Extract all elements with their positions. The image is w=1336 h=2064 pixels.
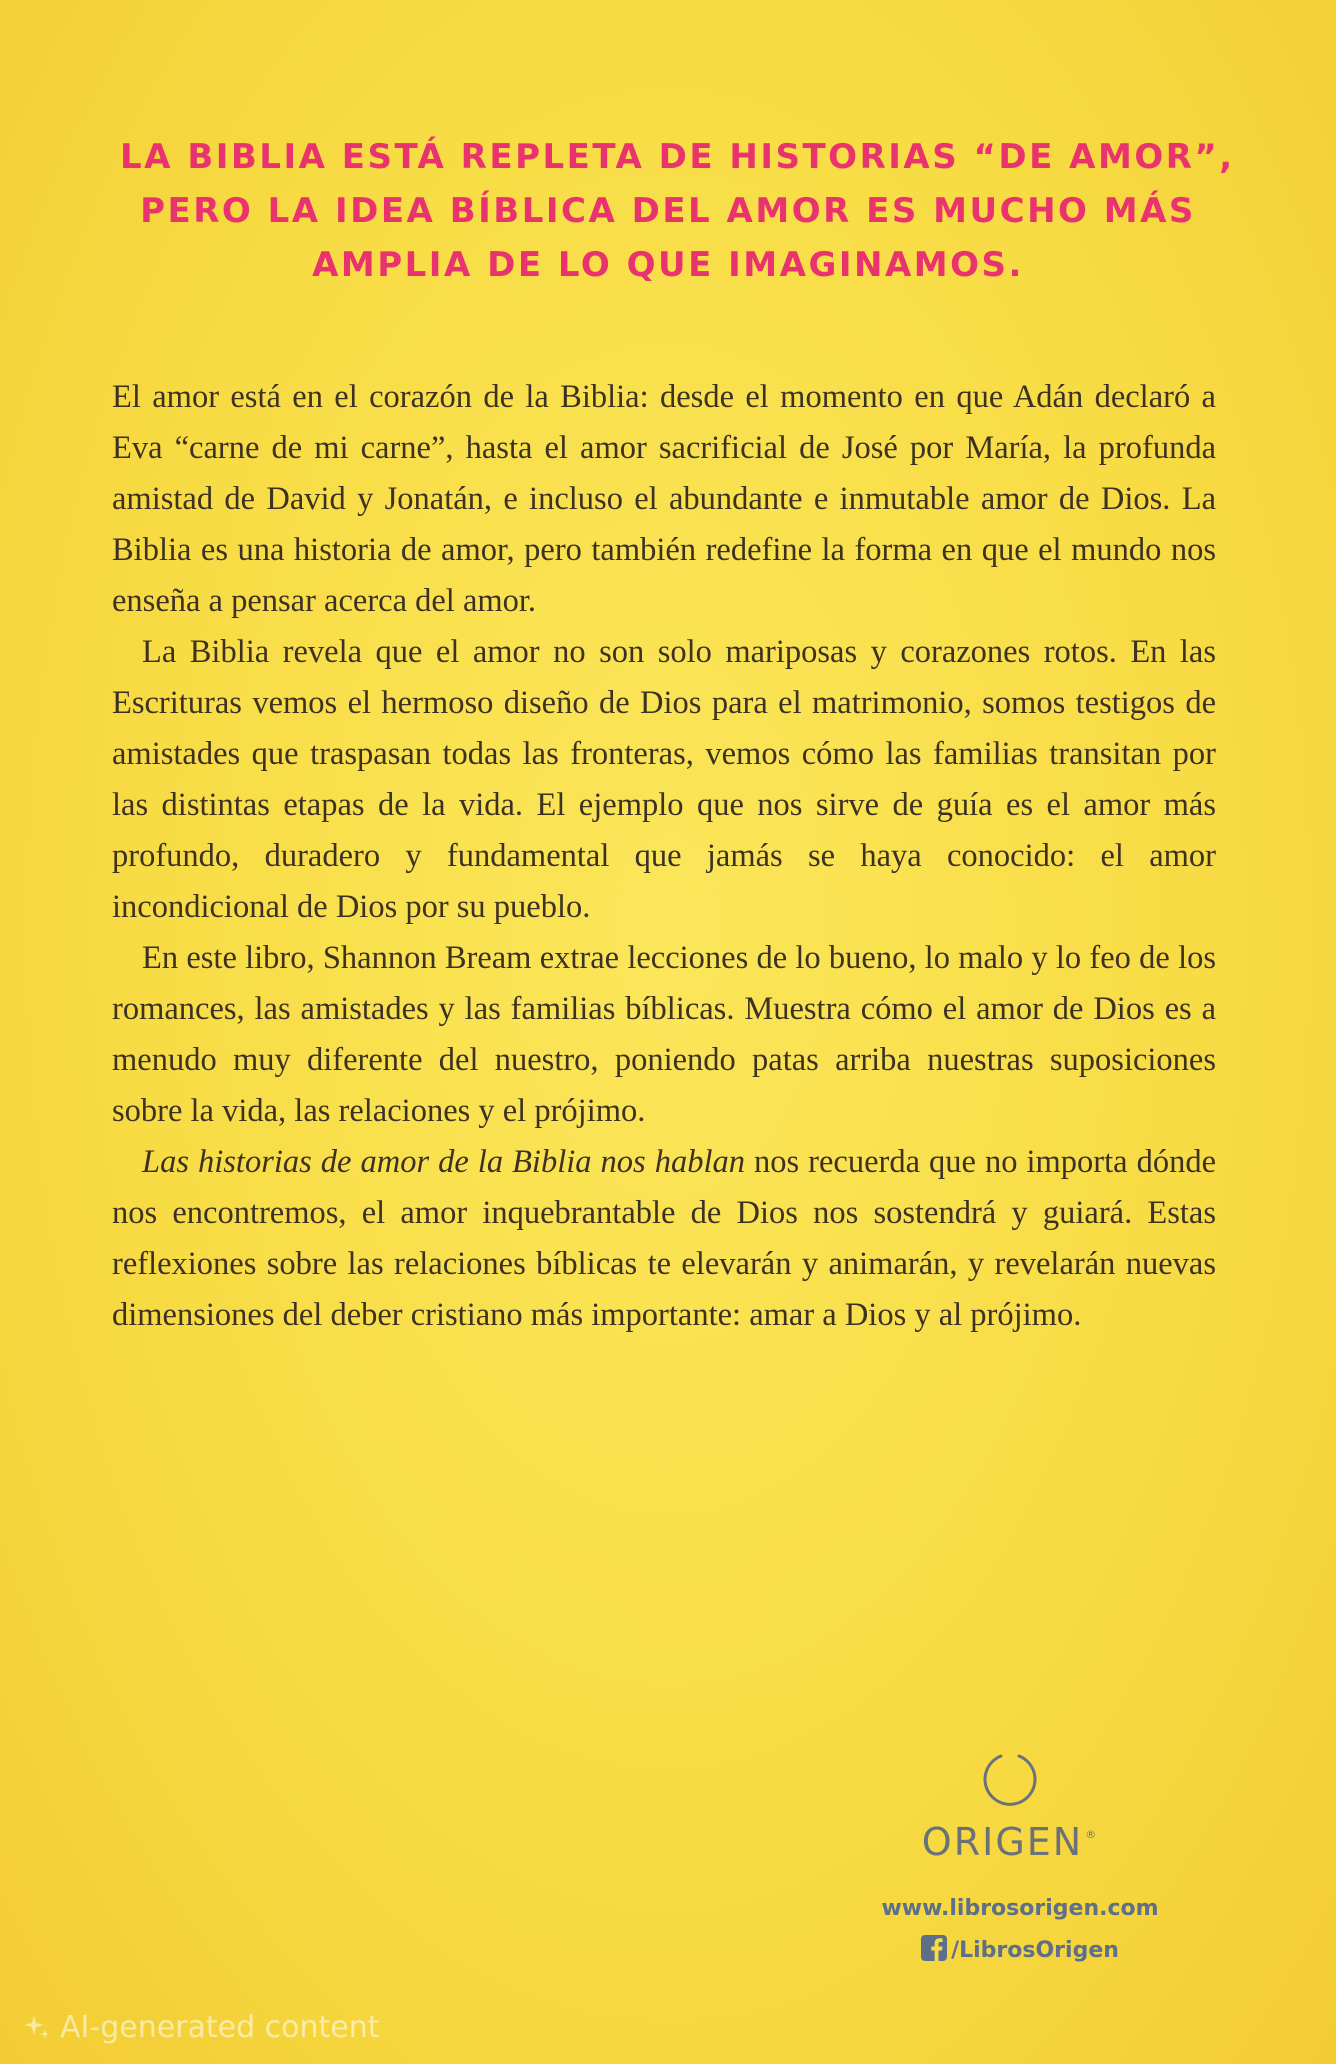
publisher-contact bbox=[870, 1888, 1170, 1972]
synopsis-paragraph-4-text: nos recuerda que no importa dónde nos encontremos, el amor inquebrantable de Dios nos sostendrá y guiará. Estas reflexiones sobre las relaciones bíblicas te elevarán y animarán, y revelarán nuevas dimensiones del deber cristiano más importante: amar a Dios y al prójimo. bbox=[112, 1144, 1216, 1333]
synopsis bbox=[112, 372, 1216, 1341]
facebook-icon bbox=[921, 1935, 947, 1961]
headline-line-1: LA BIBLIA ESTÁ REPLETA DE HISTORIAS “DE AMOR”, bbox=[120, 137, 1235, 177]
book-title-italic: Las historias de amor de la Biblia nos hablan bbox=[142, 1144, 745, 1180]
publisher-website[interactable]: www.librosorigen.com bbox=[881, 1896, 1159, 1921]
trademark-mark: ® bbox=[1085, 1828, 1099, 1841]
watermark-text: AI-generated content bbox=[60, 2010, 380, 2045]
origen-ring-icon bbox=[981, 1750, 1039, 1808]
publisher-social-handle: /LibrosOrigen bbox=[951, 1938, 1119, 1963]
synopsis-paragraph-1: El amor está en el corazón de la Biblia: desde el momento en que Adán declaró a Eva “carne de mi carne”, hasta el amor sacrificial de José por María, la profunda amistad de David y Jonatán, e incluso el abundante e inmutable amor de Dios. La Biblia es una historia de amor, pero también redefine la forma en que el mundo nos enseña a pensar acerca del amor. bbox=[112, 379, 1216, 619]
synopsis-paragraph-3: En este libro, Shannon Bream extrae lecciones de lo bueno, lo malo y lo feo de los romances, las amistades y las familias bíblicas. Muestra cómo el amor de Dios es a menudo muy diferente del nuestro, poniendo patas arriba nuestras suposiciones sobre la vida, las relaciones y el prójimo. bbox=[112, 940, 1216, 1129]
sparkle-icon bbox=[22, 2012, 52, 2042]
publisher-name: ORIGEN ® bbox=[921, 1820, 1099, 1864]
headline bbox=[120, 130, 1235, 292]
synopsis-paragraph-2: La Biblia revela que el amor no son solo mariposas y corazones rotos. En las Escrituras vemos el hermoso diseño de Dios para el matrimonio, somos testigos de amistades que traspasan todas las fronteras, vemos cómo las familias transitan por las distintas etapas de la vida. El ejemplo que nos sirve de guía es el amor más profundo, duradero y fundamental que jamás se haya conocido: el amor incondicional de Dios por su pueblo. bbox=[112, 634, 1216, 925]
publisher-logo bbox=[900, 1750, 1120, 1864]
synopsis-paragraph-4 bbox=[112, 1137, 1216, 1341]
headline-line-2: PERO LA IDEA BÍBLICA DEL AMOR ES MUCHO MÁS bbox=[140, 191, 1196, 231]
headline-line-3: AMPLIA DE LO QUE IMAGINAMOS. bbox=[312, 245, 1024, 285]
ai-watermark bbox=[22, 2010, 380, 2045]
publisher-social[interactable] bbox=[870, 1930, 1170, 1972]
